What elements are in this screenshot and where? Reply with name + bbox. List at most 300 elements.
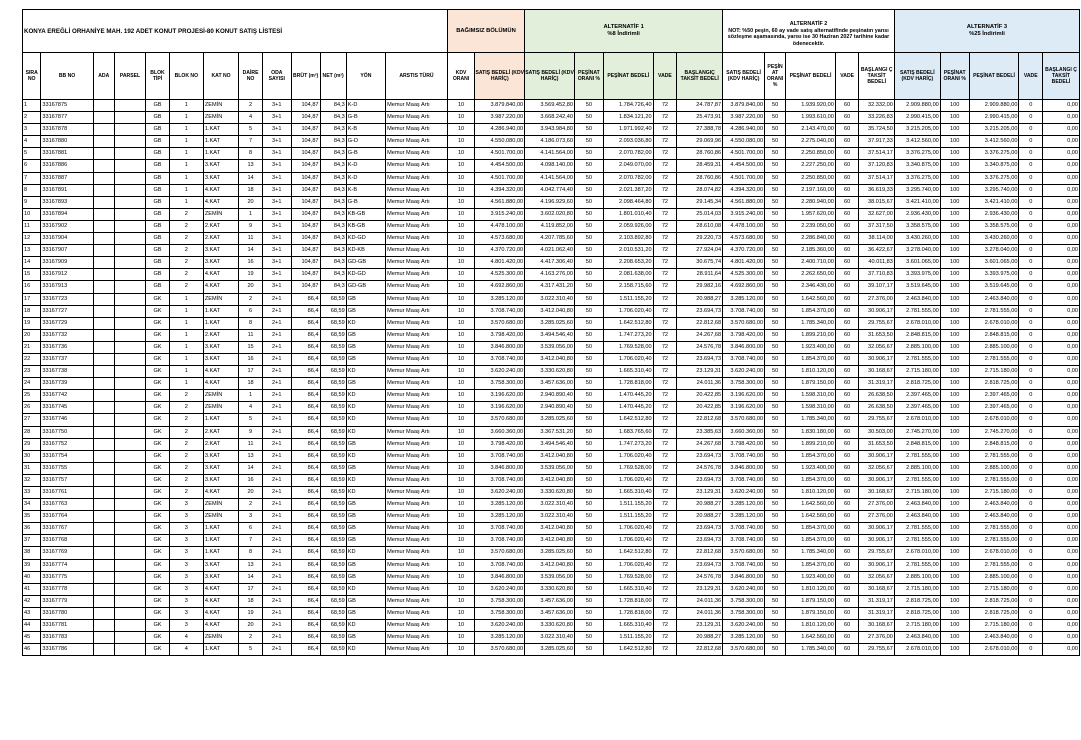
table-cell: 60 [835, 112, 859, 124]
table-cell: 84,3 [320, 148, 346, 160]
table-cell: GB [346, 438, 385, 450]
table-cell: 100 [940, 269, 969, 281]
table-cell: 4.501.700,00 [475, 148, 525, 160]
table-cell: GK [146, 583, 170, 595]
table-cell: 60 [835, 499, 859, 511]
table-cell: GK [146, 644, 170, 656]
table-cell: 50 [574, 607, 603, 619]
table-cell: 100 [940, 535, 969, 547]
table-cell: 0 [1019, 172, 1043, 184]
table-cell: 2.715.180,00 [969, 583, 1019, 595]
table-cell: 0,00 [1043, 390, 1080, 402]
table-cell: 4.163.276,00 [525, 269, 575, 281]
table-cell: 60 [835, 438, 859, 450]
table-cell [114, 100, 145, 112]
table-cell: 10 [447, 317, 475, 329]
table-cell: 3 [169, 523, 203, 535]
table-cell: 84,3 [320, 124, 346, 136]
table-cell: 3.285.120,00 [475, 511, 525, 523]
table-cell: GK [146, 620, 170, 632]
table-cell: 60 [835, 390, 859, 402]
table-cell: GK [146, 402, 170, 414]
group-alternative-2 [723, 10, 895, 53]
table-cell: 0 [1019, 632, 1043, 644]
table-cell: 33167761 [41, 487, 93, 499]
table-cell: 10 [447, 269, 475, 281]
table-cell: 3.340.875,00 [894, 160, 940, 172]
table-cell: 50 [574, 390, 603, 402]
table-cell: GB [346, 499, 385, 511]
table-cell: 13 [23, 245, 41, 257]
table-cell: 2.143.470,00 [786, 124, 836, 136]
table-cell [114, 390, 145, 402]
table-cell: 100 [940, 245, 969, 257]
table-cell: 1.923.400,00 [786, 571, 836, 583]
table-cell: GK [146, 571, 170, 583]
table-cell: 50 [574, 535, 603, 547]
table-cell [93, 124, 114, 136]
table-cell: 6 [239, 523, 263, 535]
table-cell: 3.KAT [203, 559, 238, 571]
table-cell: 2.781.555,00 [969, 353, 1019, 365]
table-cell: 4.098.140,00 [525, 160, 575, 172]
table-cell: 3.987.220,00 [723, 112, 765, 124]
table-cell: 60 [835, 571, 859, 583]
table-cell: Memur Maaş Artı [386, 196, 448, 208]
alternative-1-subtitle: %8 İndirimli [607, 31, 640, 37]
table-row [23, 281, 1080, 293]
table-cell: 50 [574, 414, 603, 426]
table-cell [93, 281, 114, 293]
table-cell: GK [146, 559, 170, 571]
table-cell: 86,4 [291, 378, 320, 390]
table-cell: 2.715.180,00 [969, 366, 1019, 378]
table-cell: 72 [653, 124, 677, 136]
table-cell: 11 [239, 233, 263, 245]
table-cell: 33167893 [41, 196, 93, 208]
table-cell: 86,4 [291, 293, 320, 305]
table-cell: 60 [835, 632, 859, 644]
table-cell: 84,3 [320, 100, 346, 112]
table-cell: 2+1 [262, 402, 291, 414]
table-cell: 50 [765, 402, 786, 414]
table-cell: 31.653,50 [859, 329, 894, 341]
table-cell: 0 [1019, 571, 1043, 583]
table-cell: 68,59 [320, 523, 346, 535]
table-cell: 72 [653, 100, 677, 112]
table-cell: 4.501.700,00 [723, 148, 765, 160]
table-cell: 27.376,00 [859, 293, 894, 305]
table-cell: 10 [447, 329, 475, 341]
table-cell: 10 [447, 124, 475, 136]
table-cell: 68,59 [320, 366, 346, 378]
table-cell: 2.KAT [203, 426, 238, 438]
table-cell: 3.358.575,00 [894, 220, 940, 232]
table-cell: 2.239.050,00 [786, 220, 836, 232]
table-cell [114, 450, 145, 462]
table-cell: 4.141.564,00 [525, 172, 575, 184]
table-cell: 72 [653, 196, 677, 208]
table-cell: 1.706.020,40 [603, 474, 653, 486]
table-cell: 68,59 [320, 511, 346, 523]
table-cell [114, 353, 145, 365]
table-cell: 0,00 [1043, 100, 1080, 112]
table-cell: 4.KAT [203, 607, 238, 619]
table-cell [114, 523, 145, 535]
table-cell: 50 [574, 353, 603, 365]
table-cell: 33167738 [41, 366, 93, 378]
table-cell: 10 [447, 426, 475, 438]
table-cell: 24.576,78 [677, 571, 723, 583]
table-cell: 86,4 [291, 426, 320, 438]
table-cell: 50 [765, 317, 786, 329]
table-cell: 33167768 [41, 535, 93, 547]
table-cell: 0 [1019, 559, 1043, 571]
table-cell: ZEMİN [203, 499, 238, 511]
table-cell: 3.285.120,00 [475, 293, 525, 305]
table-cell: 3.758.300,00 [475, 378, 525, 390]
table-cell: 104,87 [291, 112, 320, 124]
table-cell: 33167912 [41, 269, 93, 281]
table-cell: 0 [1019, 160, 1043, 172]
table-cell: 60 [835, 233, 859, 245]
table-cell: GK [146, 305, 170, 317]
table-cell: 84,3 [320, 233, 346, 245]
table-cell: 72 [653, 487, 677, 499]
table-cell: 1.598.310,00 [786, 390, 836, 402]
table-cell: 38.114,00 [859, 233, 894, 245]
table-cell [93, 100, 114, 112]
column-header: PEŞİNAT ORANI % [574, 53, 603, 100]
table-cell: 50 [574, 148, 603, 160]
table-cell: GB [146, 100, 170, 112]
table-cell: 50 [574, 402, 603, 414]
table-cell: 0 [1019, 487, 1043, 499]
table-cell: 2 [169, 208, 203, 220]
table-cell: 2.158.715,60 [603, 281, 653, 293]
table-cell: 72 [653, 644, 677, 656]
table-row [23, 607, 1080, 619]
table-cell: GK [146, 523, 170, 535]
table-cell: 37.917,33 [859, 136, 894, 148]
table-cell: 50 [765, 353, 786, 365]
table-cell: GK [146, 329, 170, 341]
table-cell: 2+1 [262, 620, 291, 632]
table-cell: 26 [23, 402, 41, 414]
table-cell: 2.990.415,00 [969, 112, 1019, 124]
table-cell: 50 [765, 196, 786, 208]
table-cell: 2+1 [262, 305, 291, 317]
table-cell: 1.511.155,20 [603, 511, 653, 523]
table-cell: 60 [835, 402, 859, 414]
table-row [23, 378, 1080, 390]
table-cell: 60 [835, 462, 859, 474]
table-cell [114, 438, 145, 450]
table-cell: 23.694,73 [677, 305, 723, 317]
table-cell: 27.376,00 [859, 511, 894, 523]
table-cell: 100 [940, 511, 969, 523]
table-cell: 3.022.310,40 [525, 499, 575, 511]
table-cell: 2.463.840,00 [969, 511, 1019, 523]
table-cell: 50 [765, 378, 786, 390]
table-cell: 1.642.512,80 [603, 547, 653, 559]
table-cell: 68,59 [320, 438, 346, 450]
table-cell: 0,00 [1043, 644, 1080, 656]
table-cell: 1.511.155,20 [603, 632, 653, 644]
table-cell: 3.539.056,00 [525, 571, 575, 583]
table-cell: 1.KAT [203, 136, 238, 148]
table-cell: 0 [1019, 136, 1043, 148]
table-cell: 86,4 [291, 462, 320, 474]
table-cell: 0,00 [1043, 269, 1080, 281]
table-cell: 3 [169, 583, 203, 595]
table-cell: 3.620.240,00 [723, 487, 765, 499]
table-cell: 2+1 [262, 595, 291, 607]
table-cell: 86,4 [291, 620, 320, 632]
table-cell [93, 499, 114, 511]
table-cell: 0 [1019, 245, 1043, 257]
table-cell: 2 [23, 112, 41, 124]
table-cell: 37.710,83 [859, 269, 894, 281]
table-cell: 0,00 [1043, 378, 1080, 390]
table-cell: ZEMİN [203, 402, 238, 414]
table-cell: 72 [653, 378, 677, 390]
column-header: BB NO [41, 53, 93, 100]
table-cell: 3.708.740,00 [723, 353, 765, 365]
table-cell: 68,59 [320, 426, 346, 438]
table-cell: 2.678.010,00 [969, 547, 1019, 559]
table-cell: 0 [1019, 220, 1043, 232]
table-cell: 2.463.840,00 [969, 632, 1019, 644]
table-cell: 3.708.740,00 [723, 450, 765, 462]
table-cell [93, 450, 114, 462]
table-cell: 35 [23, 511, 41, 523]
table-cell: 2 [169, 450, 203, 462]
table-cell: 33167732 [41, 329, 93, 341]
table-cell: 1 [169, 196, 203, 208]
table-cell: 50 [765, 632, 786, 644]
table-cell: 3+1 [262, 160, 291, 172]
table-cell: 100 [940, 559, 969, 571]
table-cell: 10 [447, 112, 475, 124]
table-cell [114, 378, 145, 390]
table-cell: KD [346, 644, 385, 656]
table-cell: 86,4 [291, 511, 320, 523]
table-row [23, 100, 1080, 112]
table-cell: 31.319,17 [859, 595, 894, 607]
table-cell: GK [146, 317, 170, 329]
table-cell: 3.330.620,80 [525, 487, 575, 499]
table-cell: 3.KAT [203, 341, 238, 353]
table-cell: 86,4 [291, 583, 320, 595]
table-cell: 4.KAT [203, 269, 238, 281]
table-cell: 4.021.062,40 [525, 245, 575, 257]
table-cell: 50 [574, 462, 603, 474]
table-cell: 4.KAT [203, 620, 238, 632]
table-cell: 10 [447, 438, 475, 450]
table-cell: 33167881 [41, 148, 93, 160]
table-cell: Memur Maaş Artı [386, 112, 448, 124]
table-cell: 3.022.310,40 [525, 632, 575, 644]
table-cell: 22.812,68 [677, 414, 723, 426]
table-cell: 32.056,67 [859, 341, 894, 353]
table-cell: 0 [1019, 353, 1043, 365]
table-cell: 68,59 [320, 571, 346, 583]
alternative-2-note: ALTERNATİF 2 NOT: %50 peşin, 60 ay vade satış alternatifinde peşinatın yarısı sözleşme aşamasında, yarısı ise 30 Haziran 2027 tarihine kadar ödenecektir. [727, 21, 890, 47]
table-cell: Memur Maaş Artı [386, 293, 448, 305]
table-cell: 18 [239, 184, 263, 196]
table-cell: 2.818.725,00 [969, 607, 1019, 619]
table-cell: 40 [23, 571, 41, 583]
table-cell: 86,4 [291, 474, 320, 486]
table-cell [114, 499, 145, 511]
table-cell: 60 [835, 184, 859, 196]
table-cell: 50 [765, 112, 786, 124]
table-cell: 2.397.465,00 [969, 390, 1019, 402]
table-cell: 10 [447, 245, 475, 257]
table-cell: 3.340.875,00 [969, 160, 1019, 172]
table-cell: 2.818.725,00 [969, 378, 1019, 390]
table-cell: 4.317.431,20 [525, 281, 575, 293]
table-cell: 104,87 [291, 196, 320, 208]
table-cell: 10 [447, 462, 475, 474]
table-cell: 3.620.240,00 [723, 583, 765, 595]
table-cell: 2.070.782,00 [603, 148, 653, 160]
table-cell: 23.694,73 [677, 450, 723, 462]
table-cell: 2.346.430,00 [786, 281, 836, 293]
table-cell: 68,59 [320, 583, 346, 595]
alternative-3-subtitle: %25 İndirimli [969, 31, 1005, 37]
table-cell: 72 [653, 172, 677, 184]
table-cell: 2+1 [262, 632, 291, 644]
table-cell: Memur Maaş Artı [386, 607, 448, 619]
table-cell: 50 [574, 547, 603, 559]
table-cell: 3.620.240,00 [475, 620, 525, 632]
table-cell: 0,00 [1043, 535, 1080, 547]
table-cell: 3 [23, 124, 41, 136]
table-cell: 0,00 [1043, 571, 1080, 583]
table-cell: Memur Maaş Artı [386, 317, 448, 329]
table-cell: 0,00 [1043, 414, 1080, 426]
table-cell: 41 [23, 583, 41, 595]
table-cell: 0 [1019, 378, 1043, 390]
table-cell: 72 [653, 620, 677, 632]
table-cell: ZEMİN [203, 112, 238, 124]
table-cell: 1.665.310,40 [603, 620, 653, 632]
table-cell: 2+1 [262, 474, 291, 486]
table-cell: 50 [765, 607, 786, 619]
column-header-row [23, 53, 1080, 100]
table-cell: 104,87 [291, 245, 320, 257]
table-cell: 2.781.555,00 [894, 474, 940, 486]
table-cell: 1.854.370,00 [786, 474, 836, 486]
table-cell: 1.683.765,60 [603, 426, 653, 438]
table-cell: 3.879.840,00 [475, 100, 525, 112]
table-cell: 4.561.880,00 [475, 196, 525, 208]
table-cell: 3.KAT [203, 160, 238, 172]
column-header: KDV ORANI [447, 53, 475, 100]
table-cell: 10 [447, 499, 475, 511]
table-cell: KD [346, 487, 385, 499]
table-cell: GK [146, 595, 170, 607]
table-cell: 68,59 [320, 305, 346, 317]
table-cell: 2.885.100,00 [969, 341, 1019, 353]
table-cell: 2 [169, 414, 203, 426]
table-cell: 60 [835, 511, 859, 523]
table-cell [114, 487, 145, 499]
table-cell: 50 [574, 293, 603, 305]
table-cell: 2.990.415,00 [894, 112, 940, 124]
column-header: PEŞİNAT BEDELİ [969, 53, 1019, 100]
table-cell: 1 [169, 172, 203, 184]
table-cell: 2.940.890,40 [525, 402, 575, 414]
table-cell: 50 [765, 257, 786, 269]
table-cell: 1 [169, 329, 203, 341]
table-cell: ZEMİN [203, 390, 238, 402]
table-cell [114, 632, 145, 644]
table-cell: 3.KAT [203, 474, 238, 486]
table-cell: 4 [169, 644, 203, 656]
table-cell [93, 378, 114, 390]
table-cell [114, 462, 145, 474]
table-row [23, 245, 1080, 257]
table-cell: Memur Maaş Artı [386, 632, 448, 644]
table-cell: KD-GD [346, 269, 385, 281]
table-cell: 50 [765, 487, 786, 499]
table-cell: 0,00 [1043, 595, 1080, 607]
table-cell: Memur Maaş Artı [386, 414, 448, 426]
table-cell: 100 [940, 438, 969, 450]
table-cell: 3.358.575,00 [969, 220, 1019, 232]
table-cell: 3.758.300,00 [723, 607, 765, 619]
table-cell: 46 [23, 644, 41, 656]
table-cell: 50 [574, 124, 603, 136]
table-cell [114, 644, 145, 656]
table-cell: 86,4 [291, 487, 320, 499]
table-cell: 2.818.725,00 [894, 595, 940, 607]
table-cell: 50 [765, 426, 786, 438]
table-cell: 3.620.240,00 [475, 583, 525, 595]
table-cell: 72 [653, 547, 677, 559]
table-cell: 2.818.725,00 [894, 378, 940, 390]
table-cell: 0,00 [1043, 438, 1080, 450]
table-cell: 3.330.620,80 [525, 583, 575, 595]
table-cell [114, 571, 145, 583]
table-cell: Memur Maaş Artı [386, 487, 448, 499]
table-cell: 104,87 [291, 220, 320, 232]
table-row [23, 583, 1080, 595]
table-cell: 30.906,17 [859, 535, 894, 547]
table-cell: 100 [940, 341, 969, 353]
table-cell [93, 172, 114, 184]
table-cell: ZEMİN [203, 100, 238, 112]
table-cell: 23.694,73 [677, 474, 723, 486]
table-cell: 0,00 [1043, 402, 1080, 414]
table-cell: 4 [239, 112, 263, 124]
group-bagimsiz: BAĞIMSIZ BÖLÜMÜN [447, 10, 524, 53]
table-cell [93, 547, 114, 559]
table-cell: 60 [835, 100, 859, 112]
table-cell: 72 [653, 293, 677, 305]
table-row [23, 366, 1080, 378]
table-cell: 3.602.020,80 [525, 208, 575, 220]
table-cell: 1.769.528,00 [603, 571, 653, 583]
table-cell [93, 390, 114, 402]
table-cell: 86,4 [291, 644, 320, 656]
table-cell: 3.620.240,00 [723, 620, 765, 632]
table-cell: 2+1 [262, 523, 291, 535]
table-cell: 4.KAT [203, 184, 238, 196]
